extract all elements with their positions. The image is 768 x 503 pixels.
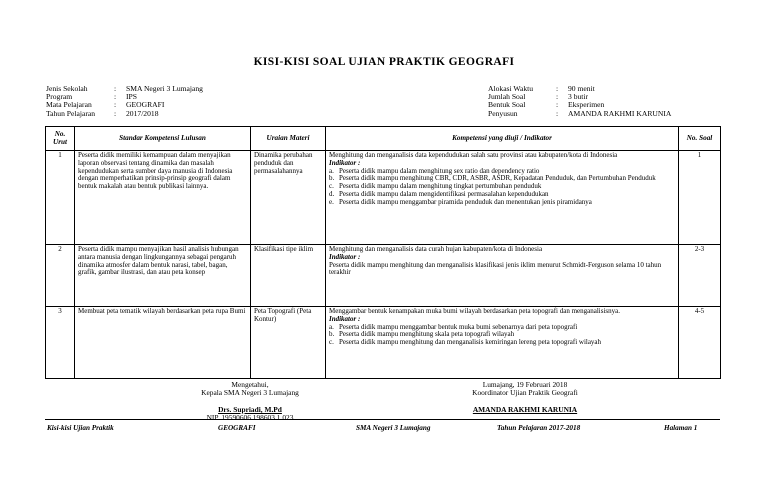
col-header-indikator: Kompetensi yang diuji / Indikator	[326, 127, 679, 151]
info-row: Penyusun : AMANDA RAKHMI KARUNIA	[488, 108, 672, 118]
footer-year: Tahun Pelajaran 2017-2018	[497, 424, 581, 432]
list-item: a. Peserta didik mampu menggambar bentuk muka bumi sebenarnya dari peta topografi	[329, 322, 578, 331]
info-label: Tahun Pelajaran	[46, 108, 96, 118]
row-materi: Dinamika perubahan penduduk dan permasalahannya	[251, 151, 326, 245]
indikator-label: Indikator :	[329, 252, 361, 261]
row-number: 1	[46, 151, 75, 245]
info-value: 3 butir	[568, 92, 589, 102]
info-value: IPS	[126, 92, 137, 102]
list-item: a. Peserta didik mampu dalam menghitung sex ratio dan dependency ratio	[329, 166, 540, 175]
kompetensi-text: Menghitung dan menganalisis data curah hujan kabupaten/kota di Indonesia	[329, 245, 543, 253]
info-row: Bentuk Soal : Eksperimen	[488, 100, 605, 110]
school-info	[46, 85, 203, 118]
table-header-row	[46, 127, 721, 151]
info-label: Bentuk Soal	[488, 100, 526, 110]
sign-right-name: AMANDA RAKHMI KARUNIA	[472, 404, 578, 414]
col-header-skl: Standar Kompetensi Lulusan	[75, 127, 251, 151]
sign-left-nip: NIP. 19590606 198603 1 023	[206, 413, 294, 423]
info-label: Penyusun	[488, 108, 518, 118]
kompetensi-text: Menggambar bentuk kenampakan muka bumi wilayah berdasarkan peta topografi dan menganalisisnya.	[329, 307, 620, 315]
signature-right	[440, 381, 610, 414]
footer-subject: GEOGRAFI	[218, 424, 256, 432]
sign-right-line2: Koordinator Ujian Praktik Geografi	[472, 388, 578, 398]
row-no-soal: 2-3	[679, 245, 721, 307]
list-item: c. Peserta didik mampu menghitung dan menganalisis kemiringan lereng peta topografi wilayah	[329, 338, 602, 347]
row-number: 3	[46, 307, 75, 379]
info-row: Alokasi Waktu : 90 menit	[488, 84, 595, 93]
row-no-soal: 1	[679, 151, 721, 245]
list-item: b. Peserta didik mampu menghitung skala peta topografi wilayah	[329, 330, 515, 339]
sign-right-line1: Lumajang, 19 Februari 2018	[482, 380, 568, 389]
footer-divider	[45, 419, 720, 420]
info-label: Mata Pelajaran	[46, 100, 92, 110]
kompetensi-text: Menghitung dan menganalisis data kependudukan salah satu provinsi atau kabupaten/kota di Indonesia	[329, 151, 618, 159]
table-row	[46, 151, 721, 245]
document-title: KISI-KISI SOAL UJIAN PRAKTIK GEOGRAFI	[253, 56, 515, 68]
footer-school: SMA Negeri 3 Lumajang	[356, 424, 431, 432]
info-label: Jumlah Soal	[488, 92, 526, 102]
info-row: Jenis Sekolah : SMA Negeri 3 Lumajang	[46, 84, 203, 93]
table-row	[46, 245, 721, 307]
exam-info	[488, 85, 671, 118]
row-skl: Membuat peta tematik wilayah berdasarkan peta rupa Bumi	[75, 307, 251, 379]
row-number: 2	[46, 245, 75, 307]
list-item: d. Peserta didik mampu dalam mengidentifikasi permasalahan kependudukan	[329, 189, 549, 198]
row-materi: Peta Topografi (Peta Kontur)	[251, 307, 326, 379]
info-row: Tahun Pelajaran : 2017/2018	[46, 108, 159, 118]
col-header-no-soal: No. Soal	[679, 127, 721, 151]
info-value: SMA Negeri 3 Lumajang	[126, 84, 203, 93]
list-item: c. Peserta didik mampu dalam menghitung tingkat pertumbuhan penduduk	[329, 182, 542, 191]
info-label: Alokasi Waktu	[488, 84, 534, 93]
list-item: e. Peserta didik mampu menggambar piramida penduduk dan menentukan jenis piramidanya	[329, 197, 592, 206]
list-item: b. Peserta didik mampu menghitung CBR, CDR, ASBR, ASDR, Kepadatan Penduduk, dan Pertumbuhan Penduduk	[329, 174, 656, 183]
row-indikator	[326, 245, 679, 307]
footer-doc: Kisi-kisi Ujian Praktik	[47, 424, 114, 432]
info-value: Eksperimen	[568, 100, 605, 110]
col-header-materi: Uraian Materi	[251, 127, 326, 151]
row-skl: Peserta didik memiliki kemampuan dalam menyajikan laporan observasi tentang dinamika dan masalah kependudukan serta sumber daya manusia di Indonesia dengan memperhatikan prinsip-prinsip geografi dalam bentuk makalah atau bentuk publikasi lainnya.	[75, 151, 251, 245]
info-row: Program : IPS	[46, 92, 137, 102]
footer-page: Halaman 1	[664, 424, 698, 432]
indikator-text: Peserta didik mampu menghitung dan menganalisis klasifikasi jenis iklim menurut Schmidt-Ferguson selama 10 tahun terakhir	[329, 260, 662, 277]
indikator-label: Indikator :	[329, 314, 361, 323]
info-value: AMANDA RAKHMI KARUNIA	[568, 108, 672, 118]
info-value: GEOGRAFI	[126, 100, 165, 110]
row-no-soal: 4-5	[679, 307, 721, 379]
indikator-label: Indikator :	[329, 158, 361, 167]
info-label: Program	[46, 92, 73, 102]
info-value: 2017/2018	[126, 108, 159, 118]
sign-left-name: Drs. Supriadi, M.Pd	[218, 404, 282, 414]
row-indikator	[326, 151, 679, 245]
signature-left	[170, 381, 330, 423]
info-value: 90 menit	[568, 84, 595, 93]
info-row: Jumlah Soal : 3 butir	[488, 92, 589, 102]
col-header-no: No. Urut	[46, 127, 75, 151]
row-indikator	[326, 307, 679, 379]
sign-left-line1: Mengetahui,	[231, 380, 269, 389]
info-row: Mata Pelajaran : GEOGRAFI	[46, 100, 165, 110]
sign-left-line2: Kepala SMA Negeri 3 Lumajang	[201, 388, 299, 398]
kisi-kisi-table	[45, 126, 721, 379]
table-row	[46, 307, 721, 379]
row-skl: Peserta didik mampu menyajikan hasil analisis hubungan antara manusia dengan lingkungannya sebagai pengaruh dinamika atmosfer dalam bentuk narasi, tabel, bagan, grafik, gambar ilustrasi, dan atau peta konsep	[75, 245, 251, 307]
row-materi: Klasifikasi tipe iklim	[251, 245, 326, 307]
info-label: Jenis Sekolah	[46, 84, 88, 93]
